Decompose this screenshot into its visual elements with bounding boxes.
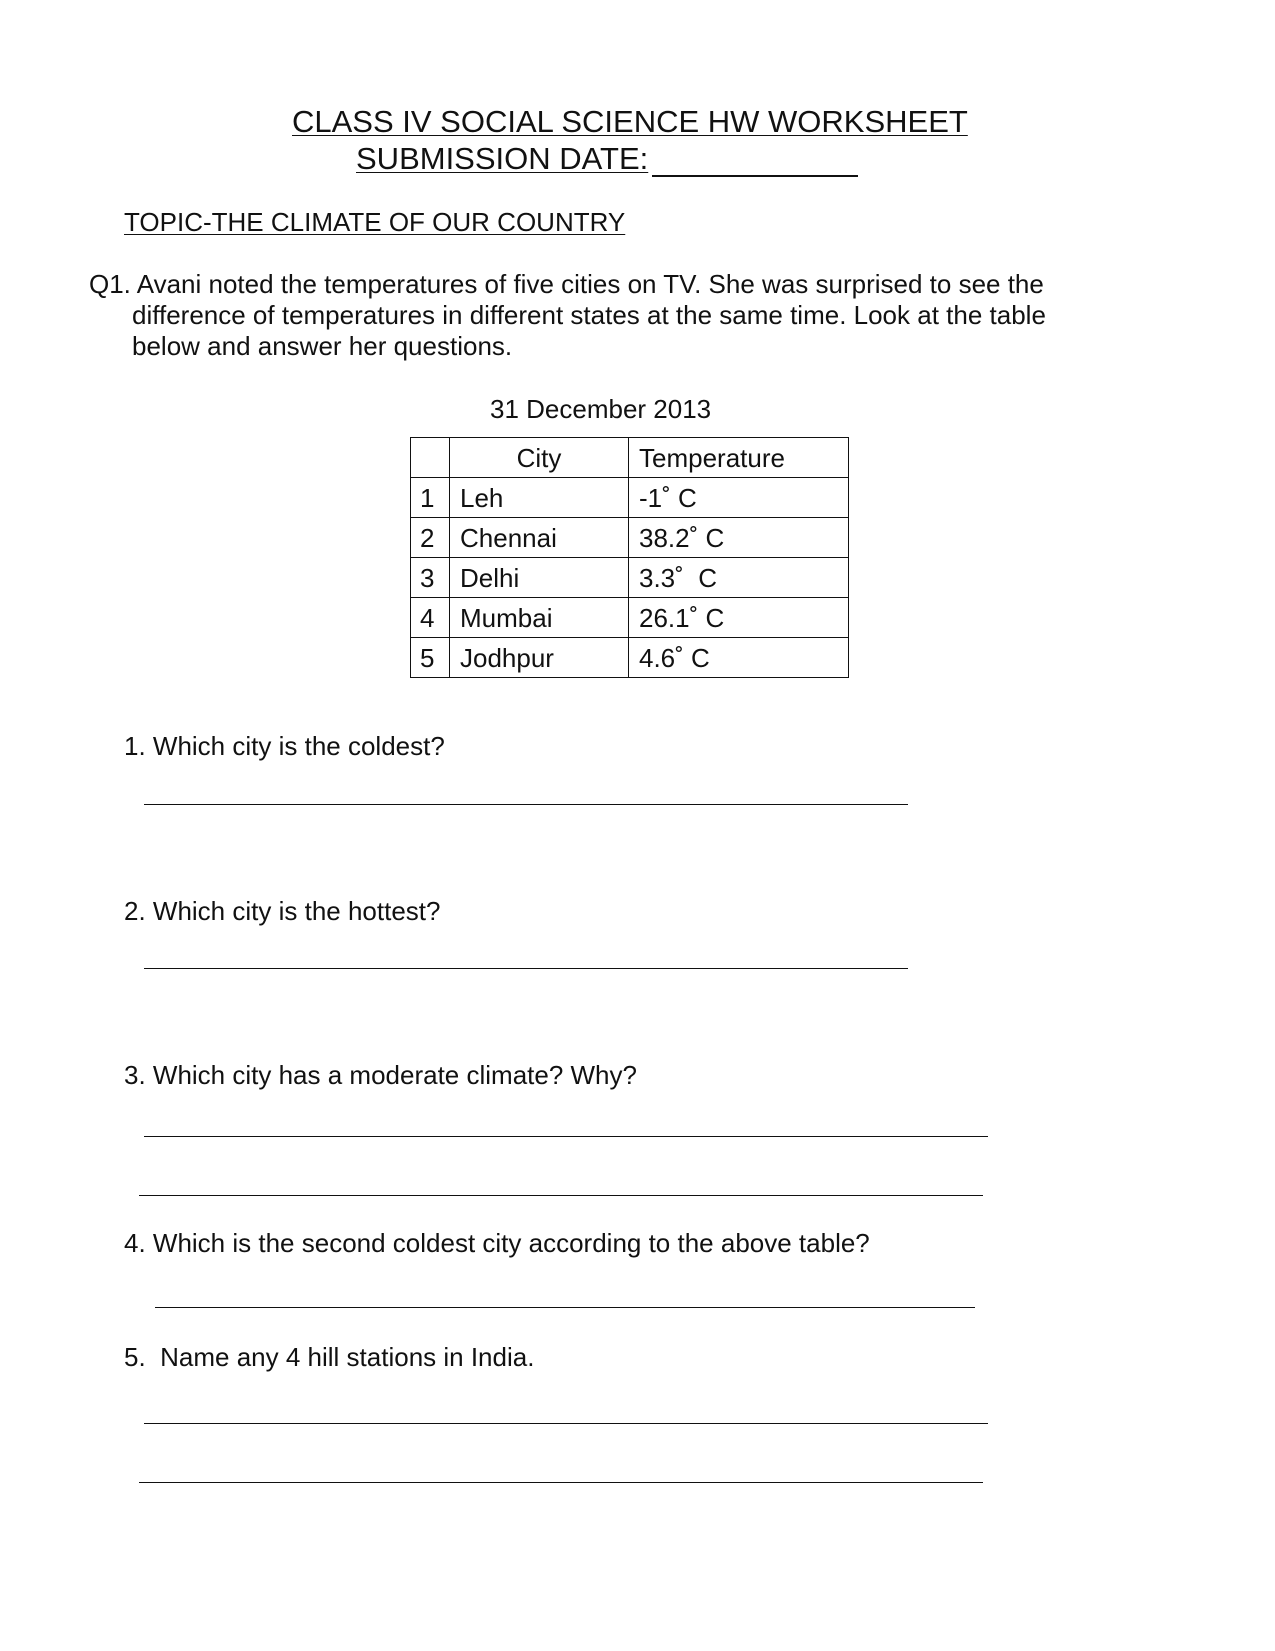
- q1-intro-line-2: difference of temperatures in different states at the same time. Look at the table: [132, 300, 1046, 330]
- question-2: 2. Which city is the hottest?: [124, 896, 441, 926]
- submission-date-blank: [652, 147, 858, 177]
- answer-line-q4[interactable]: [155, 1307, 975, 1308]
- row-temperature: -1˚ C: [629, 478, 849, 518]
- table-row: [411, 518, 849, 558]
- temperature-table: [410, 437, 849, 678]
- header-cell-city: City: [450, 438, 629, 478]
- answer-line-q5-b[interactable]: [139, 1482, 983, 1483]
- question-3: 3. Which city has a moderate climate? Why?: [124, 1060, 637, 1090]
- table-row: [411, 638, 849, 678]
- answer-line-q2[interactable]: [144, 968, 908, 969]
- answer-line-q1[interactable]: [144, 804, 908, 805]
- table-caption: 31 December 2013: [490, 394, 712, 424]
- answer-line-q3-a[interactable]: [144, 1136, 988, 1137]
- row-city: Jodhpur: [450, 638, 629, 678]
- q1-intro-line-1: Q1. Avani noted the temperatures of five cities on TV. She was surprised to see the: [89, 269, 1044, 299]
- table-header-row: [411, 438, 849, 478]
- question-5: 5. Name any 4 hill stations in India.: [124, 1342, 535, 1372]
- question-1: 1. Which city is the coldest?: [124, 731, 445, 761]
- answer-line-q3-b[interactable]: [139, 1195, 983, 1196]
- table-row: [411, 558, 849, 598]
- row-city: Delhi: [450, 558, 629, 598]
- table-row: [411, 478, 849, 518]
- question-4: 4. Which is the second coldest city according to the above table?: [124, 1228, 870, 1258]
- row-number: 3: [411, 558, 450, 598]
- submission-date: [356, 141, 858, 177]
- table-row: [411, 598, 849, 638]
- row-number: 2: [411, 518, 450, 558]
- row-temperature: 38.2˚ C: [629, 518, 849, 558]
- header-cell-number: [411, 438, 450, 478]
- row-city: Chennai: [450, 518, 629, 558]
- submission-date-label: SUBMISSION DATE:: [356, 141, 649, 176]
- row-temperature: 3.3˚ C: [629, 558, 849, 598]
- row-city: Mumbai: [450, 598, 629, 638]
- header-cell-temperature: Temperature: [629, 438, 849, 478]
- row-temperature: 4.6˚ C: [629, 638, 849, 678]
- row-temperature: 26.1˚ C: [629, 598, 849, 638]
- topic-heading: TOPIC-THE CLIMATE OF OUR COUNTRY: [124, 207, 626, 237]
- row-number: 1: [411, 478, 450, 518]
- row-number: 4: [411, 598, 450, 638]
- answer-line-q5-a[interactable]: [144, 1423, 988, 1424]
- row-number: 5: [411, 638, 450, 678]
- q1-intro-line-3: below and answer her questions.: [132, 331, 513, 361]
- worksheet-title: CLASS IV SOCIAL SCIENCE HW WORKSHEET: [292, 104, 968, 139]
- row-city: Leh: [450, 478, 629, 518]
